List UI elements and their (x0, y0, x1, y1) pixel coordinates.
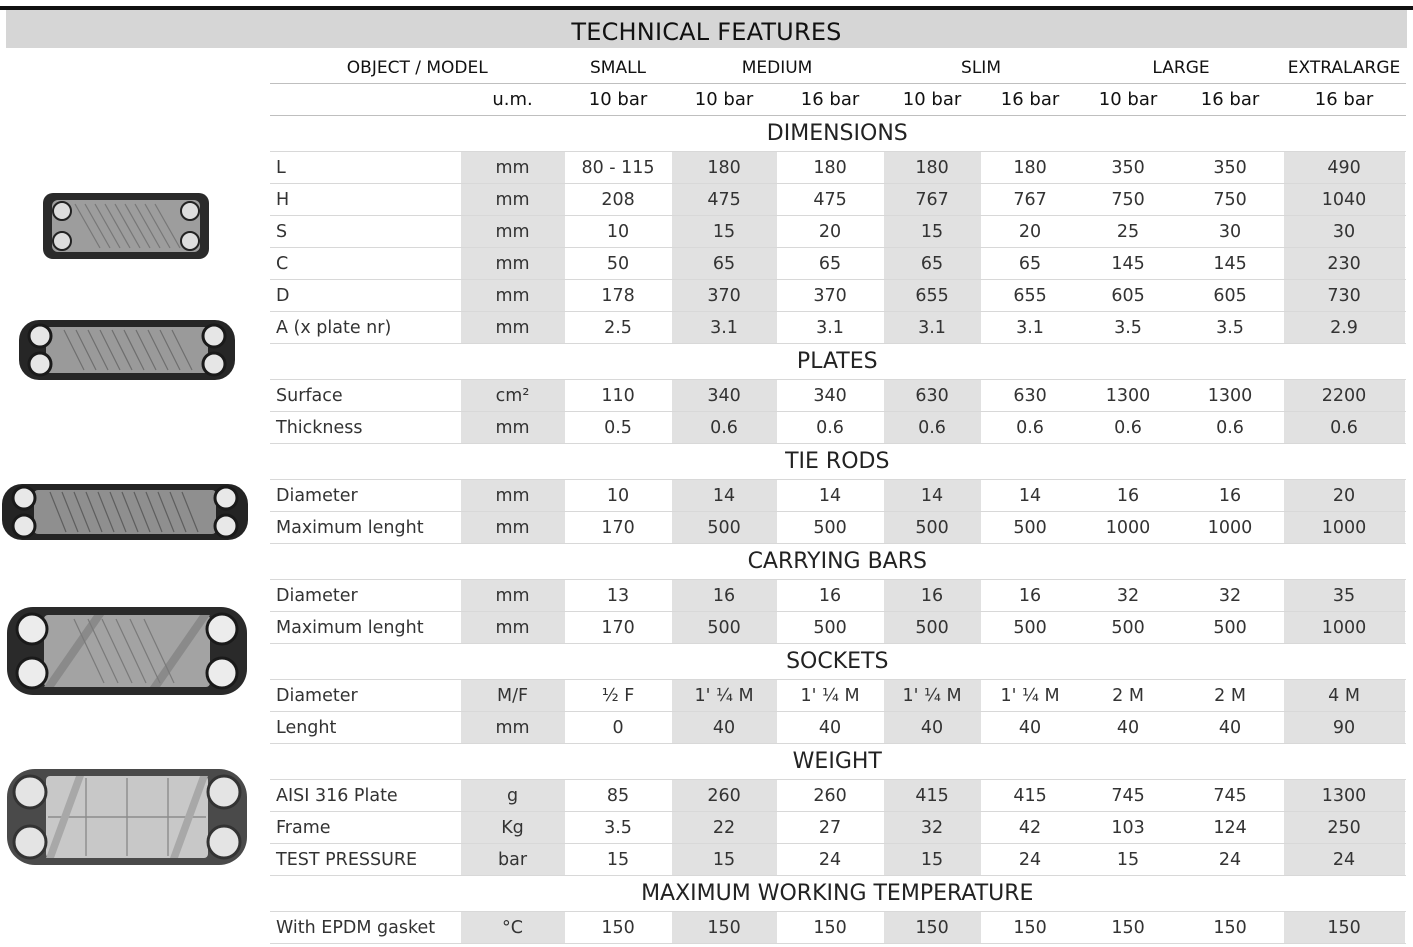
row-unit: g (460, 780, 565, 812)
table-row (270, 184, 1405, 216)
model-header-slim: SLIM (883, 52, 1079, 84)
value-cell: 10 (565, 480, 671, 512)
table-row (270, 712, 1405, 744)
value-cell: 30 (1283, 216, 1405, 248)
section-row (270, 744, 1405, 780)
row-unit: mm (460, 184, 565, 216)
row-label: Diameter (270, 580, 460, 612)
value-cell: 490 (1283, 152, 1405, 184)
small-plate-icon (40, 190, 212, 262)
value-cell: 27 (777, 812, 883, 844)
value-cell: 124 (1177, 812, 1283, 844)
row-unit: mm (460, 216, 565, 248)
row-label: A (x plate nr) (270, 312, 460, 344)
value-cell: 180 (981, 152, 1079, 184)
table-row (270, 312, 1405, 344)
row-unit: °C (460, 912, 565, 944)
row-label: Maximum lenght (270, 612, 460, 644)
value-cell: 65 (671, 248, 777, 280)
value-cell: 15 (565, 844, 671, 876)
value-cell: 3.5 (565, 812, 671, 844)
value-cell: 745 (1177, 780, 1283, 812)
table-row (270, 612, 1405, 644)
value-cell: 0.6 (1283, 412, 1405, 444)
value-cell: 2200 (1283, 380, 1405, 412)
pressure-header: 16 bar (1177, 84, 1283, 116)
value-cell: 250 (1283, 812, 1405, 844)
value-cell: 150 (777, 912, 883, 944)
value-cell: 370 (777, 280, 883, 312)
row-unit: mm (460, 312, 565, 344)
table-row (270, 680, 1405, 712)
page-title: TECHNICAL FEATURES (6, 10, 1407, 48)
model-header-small: SMALL (565, 52, 671, 84)
value-cell: 500 (671, 512, 777, 544)
empty-header-cell (270, 84, 460, 116)
table-row (270, 512, 1405, 544)
row-label: Thickness (270, 412, 460, 444)
row-unit: bar (460, 844, 565, 876)
value-cell: 605 (1177, 280, 1283, 312)
row-unit: Kg (460, 812, 565, 844)
section-row (270, 116, 1405, 152)
section-title: WEIGHT (270, 744, 1405, 780)
value-cell: 500 (981, 512, 1079, 544)
value-cell: 500 (883, 612, 981, 644)
value-cell: 3.1 (671, 312, 777, 344)
value-cell: 40 (671, 712, 777, 744)
value-cell: 370 (671, 280, 777, 312)
value-cell: 16 (981, 580, 1079, 612)
value-cell: 0.6 (1079, 412, 1177, 444)
value-cell: 16 (777, 580, 883, 612)
value-cell: 767 (981, 184, 1079, 216)
value-cell: 3.5 (1079, 312, 1177, 344)
value-cell: 16 (1079, 480, 1177, 512)
value-cell: 150 (565, 912, 671, 944)
value-cell: 0.6 (883, 412, 981, 444)
value-cell: 170 (565, 512, 671, 544)
value-cell: 340 (671, 380, 777, 412)
row-unit: cm² (460, 380, 565, 412)
value-cell: 24 (981, 844, 1079, 876)
value-cell: 415 (883, 780, 981, 812)
value-cell: 150 (1283, 912, 1405, 944)
value-cell: 1' ¼ M (777, 680, 883, 712)
large-plate-icon (4, 601, 250, 701)
row-label: H (270, 184, 460, 216)
section-title: PLATES (270, 344, 1405, 380)
row-label: Maximum lenght (270, 512, 460, 544)
row-label: Diameter (270, 680, 460, 712)
value-cell: 40 (777, 712, 883, 744)
value-cell: 20 (777, 216, 883, 248)
value-cell: 180 (777, 152, 883, 184)
row-unit: mm (460, 248, 565, 280)
section-title: SOCKETS (270, 644, 1405, 680)
row-unit: mm (460, 580, 565, 612)
value-cell: 103 (1079, 812, 1177, 844)
value-cell: 500 (777, 612, 883, 644)
value-cell: 13 (565, 580, 671, 612)
value-cell: 65 (981, 248, 1079, 280)
value-cell: 1040 (1283, 184, 1405, 216)
value-cell: 1' ¼ M (981, 680, 1079, 712)
value-cell: 10 (565, 216, 671, 248)
table-row (270, 248, 1405, 280)
section-row (270, 544, 1405, 580)
value-cell: 40 (1079, 712, 1177, 744)
value-cell: 16 (1177, 480, 1283, 512)
row-unit: mm (460, 512, 565, 544)
value-cell: 150 (671, 912, 777, 944)
pressure-header: 10 bar (565, 84, 671, 116)
value-cell: 3.1 (981, 312, 1079, 344)
table-row (270, 780, 1405, 812)
value-cell: 14 (981, 480, 1079, 512)
section-title: TIE RODS (270, 444, 1405, 480)
value-cell: 260 (671, 780, 777, 812)
value-cell: 1000 (1177, 512, 1283, 544)
medium-plate-icon (16, 314, 238, 386)
pressure-header: 16 bar (777, 84, 883, 116)
pressure-header: 10 bar (671, 84, 777, 116)
value-cell: 500 (883, 512, 981, 544)
value-cell: 150 (883, 912, 981, 944)
section-title: DIMENSIONS (270, 116, 1405, 152)
value-cell: 4 M (1283, 680, 1405, 712)
extralarge-plate-icon (4, 764, 250, 870)
table-row (270, 280, 1405, 312)
value-cell: 170 (565, 612, 671, 644)
table-row (270, 216, 1405, 248)
value-cell: 500 (1079, 612, 1177, 644)
row-unit: mm (460, 480, 565, 512)
row-unit: mm (460, 280, 565, 312)
value-cell: 0.6 (777, 412, 883, 444)
value-cell: 14 (671, 480, 777, 512)
value-cell: 30 (1177, 216, 1283, 248)
model-header-large: LARGE (1079, 52, 1283, 84)
pressure-header: 16 bar (981, 84, 1079, 116)
value-cell: 350 (1079, 152, 1177, 184)
value-cell: 24 (1177, 844, 1283, 876)
value-cell: 110 (565, 380, 671, 412)
table-row (270, 912, 1405, 944)
section-row (270, 644, 1405, 680)
value-cell: 0.6 (981, 412, 1079, 444)
value-cell: 145 (1079, 248, 1177, 280)
section-row (270, 444, 1405, 480)
section-title: CARRYING BARS (270, 544, 1405, 580)
value-cell: 1300 (1079, 380, 1177, 412)
value-cell: 605 (1079, 280, 1177, 312)
row-unit: mm (460, 412, 565, 444)
value-cell: 15 (883, 844, 981, 876)
value-cell: 150 (1079, 912, 1177, 944)
value-cell: 14 (777, 480, 883, 512)
row-label: D (270, 280, 460, 312)
value-cell: 750 (1079, 184, 1177, 216)
value-cell: 24 (777, 844, 883, 876)
object-model-header: OBJECT / MODEL (270, 52, 565, 84)
value-cell: 0 (565, 712, 671, 744)
model-header-row (270, 52, 1405, 84)
value-cell: 0.5 (565, 412, 671, 444)
value-cell: 65 (883, 248, 981, 280)
value-cell: 25 (1079, 216, 1177, 248)
table-row (270, 152, 1405, 184)
value-cell: 16 (883, 580, 981, 612)
section-row (270, 876, 1405, 912)
value-cell: 85 (565, 780, 671, 812)
value-cell: 500 (777, 512, 883, 544)
row-label: With EPDM gasket (270, 912, 460, 944)
row-label: Lenght (270, 712, 460, 744)
row-label: L (270, 152, 460, 184)
value-cell: 1000 (1079, 512, 1177, 544)
value-cell: 415 (981, 780, 1079, 812)
value-cell: 2 M (1177, 680, 1283, 712)
row-label: AISI 316 Plate (270, 780, 460, 812)
value-cell: 260 (777, 780, 883, 812)
value-cell: 42 (981, 812, 1079, 844)
row-label: Frame (270, 812, 460, 844)
pressure-header: 10 bar (883, 84, 981, 116)
value-cell: 15 (1079, 844, 1177, 876)
value-cell: 655 (883, 280, 981, 312)
value-cell: 630 (883, 380, 981, 412)
value-cell: 15 (671, 216, 777, 248)
slim-plate-icon (0, 478, 250, 546)
value-cell: 2.9 (1283, 312, 1405, 344)
value-cell: 40 (883, 712, 981, 744)
value-cell: 340 (777, 380, 883, 412)
value-cell: 745 (1079, 780, 1177, 812)
value-cell: 230 (1283, 248, 1405, 280)
value-cell: 500 (671, 612, 777, 644)
value-cell: 655 (981, 280, 1079, 312)
table-row (270, 412, 1405, 444)
row-label: Diameter (270, 480, 460, 512)
value-cell: 32 (1177, 580, 1283, 612)
value-cell: 3.1 (883, 312, 981, 344)
value-cell: 178 (565, 280, 671, 312)
value-cell: 40 (1177, 712, 1283, 744)
value-cell: 180 (883, 152, 981, 184)
value-cell: 32 (883, 812, 981, 844)
value-cell: 32 (1079, 580, 1177, 612)
value-cell: 730 (1283, 280, 1405, 312)
value-cell: 20 (1283, 480, 1405, 512)
value-cell: 1300 (1177, 380, 1283, 412)
value-cell: 180 (671, 152, 777, 184)
value-cell: 1' ¼ M (883, 680, 981, 712)
value-cell: 150 (1177, 912, 1283, 944)
value-cell: 20 (981, 216, 1079, 248)
value-cell: 475 (671, 184, 777, 216)
value-cell: 1' ¼ M (671, 680, 777, 712)
row-label: C (270, 248, 460, 280)
value-cell: 2 M (1079, 680, 1177, 712)
pressure-header-row (270, 84, 1405, 116)
value-cell: 15 (883, 216, 981, 248)
row-unit: M/F (460, 680, 565, 712)
value-cell: 90 (1283, 712, 1405, 744)
row-label: TEST PRESSURE (270, 844, 460, 876)
row-unit: mm (460, 712, 565, 744)
pressure-header: 16 bar (1283, 84, 1405, 116)
value-cell: 35 (1283, 580, 1405, 612)
row-unit: mm (460, 152, 565, 184)
value-cell: 16 (671, 580, 777, 612)
value-cell: ½ F (565, 680, 671, 712)
row-label: S (270, 216, 460, 248)
value-cell: 1300 (1283, 780, 1405, 812)
value-cell: 24 (1283, 844, 1405, 876)
value-cell: 15 (671, 844, 777, 876)
plate-images (0, 48, 268, 947)
value-cell: 0.6 (1177, 412, 1283, 444)
unit-header: u.m. (460, 84, 565, 116)
technical-features-table (270, 52, 1406, 944)
value-cell: 1000 (1283, 512, 1405, 544)
value-cell: 750 (1177, 184, 1283, 216)
row-unit: mm (460, 612, 565, 644)
value-cell: 500 (981, 612, 1079, 644)
value-cell: 80 - 115 (565, 152, 671, 184)
value-cell: 3.1 (777, 312, 883, 344)
value-cell: 2.5 (565, 312, 671, 344)
section-row (270, 344, 1405, 380)
table-row (270, 812, 1405, 844)
value-cell: 500 (1177, 612, 1283, 644)
pressure-header: 10 bar (1079, 84, 1177, 116)
value-cell: 630 (981, 380, 1079, 412)
value-cell: 0.6 (671, 412, 777, 444)
value-cell: 475 (777, 184, 883, 216)
section-title: MAXIMUM WORKING TEMPERATURE (270, 876, 1405, 912)
value-cell: 145 (1177, 248, 1283, 280)
value-cell: 65 (777, 248, 883, 280)
table-row (270, 480, 1405, 512)
value-cell: 40 (981, 712, 1079, 744)
table-row (270, 580, 1405, 612)
value-cell: 350 (1177, 152, 1283, 184)
value-cell: 208 (565, 184, 671, 216)
row-label: Surface (270, 380, 460, 412)
value-cell: 767 (883, 184, 981, 216)
table-row (270, 380, 1405, 412)
value-cell: 1000 (1283, 612, 1405, 644)
value-cell: 150 (981, 912, 1079, 944)
value-cell: 3.5 (1177, 312, 1283, 344)
value-cell: 14 (883, 480, 981, 512)
value-cell: 50 (565, 248, 671, 280)
model-header-medium: MEDIUM (671, 52, 883, 84)
model-header-extralarge: EXTRALARGE (1283, 52, 1405, 84)
value-cell: 22 (671, 812, 777, 844)
table-row (270, 844, 1405, 876)
